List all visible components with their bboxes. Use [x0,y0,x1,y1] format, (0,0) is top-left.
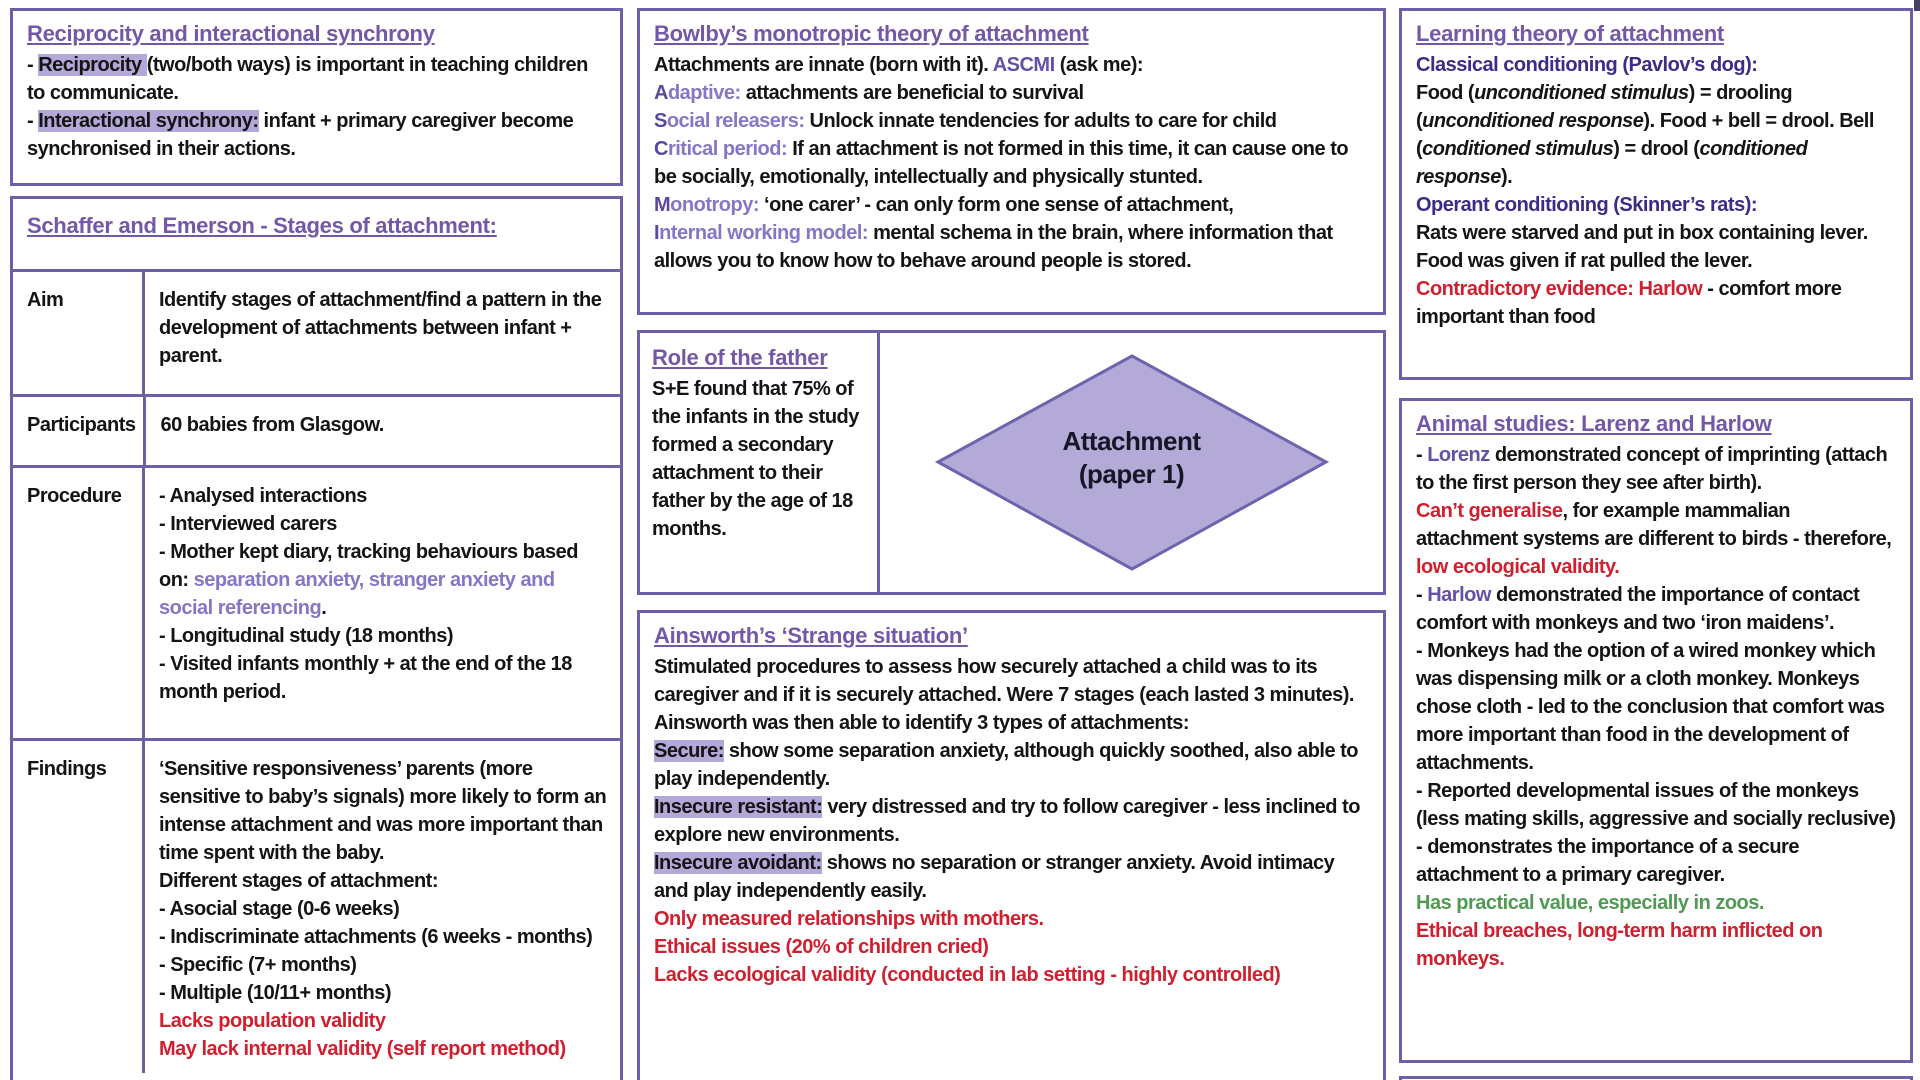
ainsworth-card [637,610,1386,1080]
note-line: Stimulated procedures to assess how securely attached a child was to its caregiver and if it is securely attached. Were 7 stages (each lasted 3 minutes). [654,656,1354,706]
note-line: Attachments are innate (born with it). ASCMI (ask me): [654,54,1144,76]
row-content-aim [145,272,620,394]
row-label-aim: Aim [13,272,145,394]
note-line: - Indiscriminate attachments (6 weeks - months) [159,926,593,948]
note-line: - Lorenz demonstrated concept of imprinting (attach to the first person they see after birth). [1416,444,1888,494]
note-line: - Specific (7+ months) [159,954,357,976]
row-label-procedure: Procedure [13,468,145,738]
note-line: S+E found that 75% of the infants in the study formed a secondary attachment to their father by the age of 18 months. [652,378,859,540]
note-line: Food (unconditioned stimulus) = drooling (unconditioned response). Food + bell = drool. Bell (conditioned stimulus) = drool (conditioned response). [1416,82,1874,188]
cutoff-card-fragment [1399,1076,1913,1080]
note-line: Classical conditioning (Pavlov’s dog): [1416,54,1758,76]
note-line: - Multiple (10/11+ months) [159,982,392,1004]
note-line: Secure: show some separation anxiety, although quickly soothed, also able to play independently. [654,740,1359,790]
middle-column [637,8,1386,1080]
note-line: Ethical breaches, long-term harm inflicted on monkeys. [1416,920,1823,970]
note-line: Lacks ecological validity (conducted in lab setting - highly controlled) [654,964,1281,986]
note-line: Rats were starved and put in box containing lever. Food was given if rat pulled the lever. [1416,222,1868,272]
note-line: Has practical value, especially in zoos. [1416,892,1764,914]
note-line: May lack internal validity (self report method) [159,1038,566,1060]
note-line: - Interviewed carers [159,513,337,535]
note-line: Monotropy: ‘one carer’ - can only form one sense of attachment, [654,194,1234,216]
reciprocity-card [10,8,623,186]
note-line: Only measured relationships with mothers. [654,908,1044,930]
ainsworth-card-title: Ainsworth’s ‘Strange situation’ [654,623,968,648]
bowlby-card-body [654,51,1369,275]
reciprocity-card-title: Reciprocity and interactional synchrony [27,21,435,46]
table-row-participants [13,394,620,465]
reciprocity-card-body [27,51,606,163]
diamond-label [932,350,1332,575]
note-line: Insecure resistant: very distressed and try to follow caregiver - less inclined to explore new environments. [654,796,1360,846]
note-line: Contradictory evidence: Harlow - comfort more important than food [1416,278,1842,328]
attachment-diamond [932,350,1332,575]
note-line: Critical period: If an attachment is not formed in this time, it can cause one to be socially, emotionally, intellectually and physically stunted. [654,138,1349,188]
role-of-father-body [652,375,865,543]
role-of-father-title: Role of the father [652,345,828,370]
diamond-label-line1: Attachment [1062,425,1201,456]
note-line: - Visited infants monthly + at the end of the 18 month period. [159,653,572,703]
schaffer-card [10,196,623,1080]
learning-theory-card-body [1416,51,1896,331]
note-line: - Reported developmental issues of the monkeys (less mating skills, aggressive and socially reclusive) - demonstrates the importance of a secure attachment to a primary caregiver. [1416,780,1896,886]
note-line: - Reciprocity (two/both ways) is important in teaching children to communicate. [27,54,588,104]
row-content-procedure [145,468,620,738]
role-of-father-text-cell [640,333,880,592]
note-line: Lacks population validity [159,1010,386,1032]
note-line: - Harlow demonstrated the importance of contact comfort with monkeys and two ‘iron maidens’. [1416,584,1860,634]
note-line: Adaptive: attachments are beneficial to survival [654,82,1084,104]
right-edge-card-fragment [1914,0,1920,11]
note-line: Identify stages of attachment/find a pattern in the development of attachments between infant + parent. [159,289,602,367]
animal-studies-card [1399,398,1913,1063]
bowlby-card [637,8,1386,315]
role-of-father-card [637,330,1386,595]
row-label-findings: Findings [13,741,145,1073]
row-label-participants: Participants [13,397,146,465]
note-line: 60 babies from Glasgow. [160,414,384,436]
attachment-diamond-cell [880,333,1383,592]
animal-studies-card-title: Animal studies: Larenz and Harlow [1416,411,1772,436]
note-line: Social releasers: Unlock innate tendencies for adults to care for child [654,110,1277,132]
table-row-procedure [13,465,620,738]
right-column [1399,8,1913,1080]
schaffer-card-title: Schaffer and Emerson - Stages of attachment: [27,213,497,238]
row-content-participants [146,397,620,465]
note-line: Operant conditioning (Skinner’s rats): [1416,194,1758,216]
learning-theory-card-title: Learning theory of attachment [1416,21,1724,46]
note-line: Ainsworth was then able to identify 3 types of attachments: [654,712,1190,734]
note-line: - Mother kept diary, tracking behaviours based on: separation anxiety, stranger anxiety and social referencing. [159,541,578,619]
note-line: - Asocial stage (0-6 weeks) [159,898,400,920]
note-line: Different stages of attachment: [159,870,438,892]
diamond-label-line2: (paper 1) [1078,458,1185,489]
schaffer-table [13,269,620,1073]
table-row-aim [13,269,620,394]
note-line: ‘Sensitive responsiveness’ parents (more sensitive to baby’s signals) more likely to form an intense attachment and was more important than time spent with the baby. [159,758,607,864]
learning-theory-card [1399,8,1913,380]
table-row-findings [13,738,620,1073]
ainsworth-card-body [654,653,1369,989]
note-line: - Monkeys had the option of a wired monkey which was dispensing milk or a cloth monkey. Monkeys chose cloth - led to the conclusion that comfort was more important than food in the development of attachments. [1416,640,1885,774]
note-line: Can’t generalise, for example mammalian attachment systems are different to birds - therefore, low ecological validity. [1416,500,1892,578]
row-content-findings [145,741,620,1073]
schaffer-card-header [13,199,620,269]
note-line: - Longitudinal study (18 months) [159,625,453,647]
note-line: Ethical issues (20% of children cried) [654,936,989,958]
note-line: Insecure avoidant: shows no separation or stranger anxiety. Avoid intimacy and play independently easily. [654,852,1335,902]
note-line: - Analysed interactions [159,485,367,507]
note-line: - Interactional synchrony: infant + primary caregiver become synchronised in their actions. [27,110,574,160]
left-column [10,8,623,1080]
animal-studies-card-body [1416,441,1896,973]
bowlby-card-title: Bowlby’s monotropic theory of attachment [654,21,1089,46]
note-line: Internal working model: mental schema in the brain, where information that allows you to know how to behave around people is stored. [654,222,1333,272]
